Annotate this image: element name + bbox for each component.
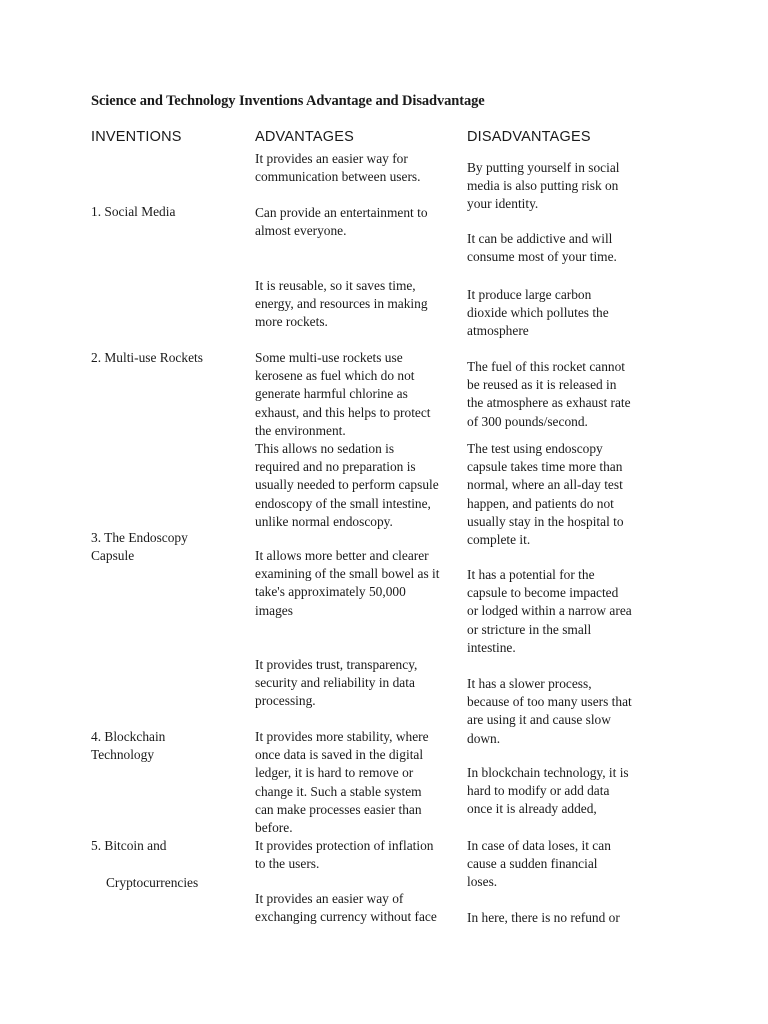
advantage-text: It provides protection of inflation to the users. bbox=[255, 838, 434, 872]
disadvantage-text: By putting yourself in social media is also putting risk on your identity. bbox=[467, 160, 620, 212]
invention-blockchain-technology: 4. Blockchain Technology bbox=[91, 729, 166, 763]
advantage-text: This allows no sedation is required and no preparation is usually needed to perform capsule endoscopy of the small intestine, unlike normal endoscopy. bbox=[255, 441, 439, 529]
advantage-text: It provides an easier way of exchanging currency without face bbox=[255, 891, 437, 925]
disadvantage-text: It has a potential for the capsule to become impacted or lodged within a narrow area or stricture in the small intestine. bbox=[467, 567, 632, 655]
advantage-text: It provides trust, transparency, security and reliability in data processing. bbox=[255, 657, 418, 709]
disadvantage-text: In case of data loses, it can cause a sudden financial loses. bbox=[467, 838, 611, 890]
header-advantages: ADVANTAGES bbox=[255, 129, 354, 145]
advantage-text: It provides an easier way for communication between users. bbox=[255, 151, 421, 185]
advantage-text: It provides more stability, where once data is saved in the digital ledger, it is hard to remove or change it. Such a stable system can make processes easier than before. bbox=[255, 729, 429, 836]
invention-bitcoin: 5. Bitcoin and bbox=[91, 838, 167, 853]
disadvantage-text: The fuel of this rocket cannot be reused as it is released in the atmosphere as exhaust rate of 300 pounds/second. bbox=[467, 359, 631, 429]
disadvantage-text: In here, there is no refund or bbox=[467, 910, 620, 925]
advantage-text: It allows more better and clearer examining of the small bowel as it take's approximately 50,000 images bbox=[255, 548, 440, 618]
header-disadvantages: DISADVANTAGES bbox=[467, 129, 591, 145]
disadvantage-text: It produce large carbon dioxide which pollutes the atmosphere bbox=[467, 287, 609, 339]
disadvantage-text: The test using endoscopy capsule takes time more than normal, where an all-day test happen, and patients do not usually stay in the hospital to complete it. bbox=[467, 441, 624, 548]
advantage-text: Some multi-use rockets use kerosene as fuel which do not generate harmful chlorine as exhaust, and this helps to protect the environment. bbox=[255, 350, 431, 438]
invention-cryptocurrencies: Cryptocurrencies bbox=[106, 875, 199, 890]
document-title: Science and Technology Inventions Advantage and Disadvantage bbox=[91, 93, 485, 109]
invention-multi-use-rockets: 2. Multi-use Rockets bbox=[91, 350, 203, 365]
header-inventions: INVENTIONS bbox=[91, 129, 182, 145]
invention-social-media: 1. Social Media bbox=[91, 204, 176, 219]
invention-endoscopy-capsule: 3. The Endoscopy Capsule bbox=[91, 530, 188, 564]
disadvantage-text: In blockchain technology, it is hard to modify or add data once it is already added, bbox=[467, 765, 629, 817]
disadvantage-text: It has a slower process, because of too many users that are using it and cause slow down. bbox=[467, 676, 632, 746]
advantage-text: It is reusable, so it saves time, energy, and resources in making more rockets. bbox=[255, 278, 428, 330]
advantage-text: Can provide an entertainment to almost everyone. bbox=[255, 205, 428, 239]
disadvantage-text: It can be addictive and will consume most of your time. bbox=[467, 231, 617, 265]
